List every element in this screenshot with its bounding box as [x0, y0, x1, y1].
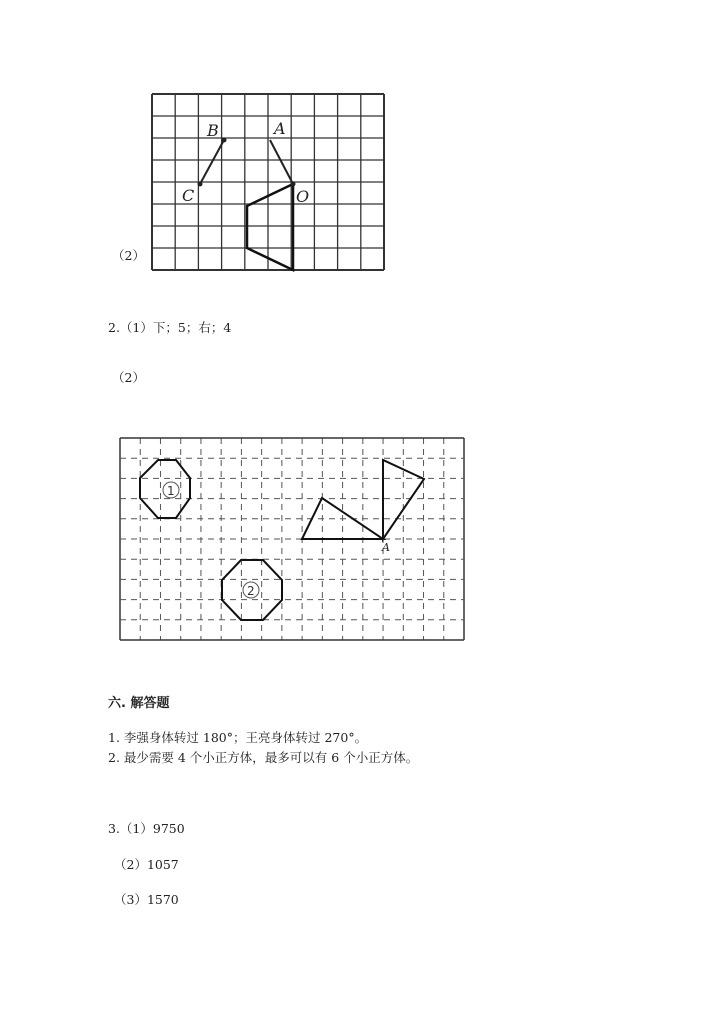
octagon-1: [140, 460, 190, 518]
label-o: O: [296, 187, 310, 206]
solid-grid: [152, 94, 384, 270]
answer-item-3-line2: （2）1057: [114, 857, 179, 872]
label-c: C: [182, 186, 195, 205]
octagon-1-number: 1: [167, 484, 175, 498]
label-a: A: [274, 119, 286, 138]
q2-answer-line: 2.（1）下；5；右；4: [108, 320, 232, 335]
answer-item-3-line3: （3）1570: [114, 892, 179, 907]
segment-a-o: [270, 140, 293, 184]
translation-grid-figure: [120, 438, 466, 642]
sub-question-label: （2）: [112, 248, 145, 263]
point-o: [291, 182, 296, 187]
label-b: B: [207, 121, 219, 140]
label-a: A: [382, 541, 390, 554]
octagon-2-number: 2: [247, 584, 255, 598]
q2-sub-label: （2）: [112, 370, 145, 385]
point-c: [198, 182, 203, 187]
point-b: [222, 138, 227, 143]
segment-b-c: [200, 140, 224, 184]
section-title: 六. 解答题: [108, 696, 170, 711]
dashed-grid: [120, 438, 464, 640]
answer-item-1: 1. 李强身体转过 180°；王亮身体转过 270°。: [108, 730, 368, 745]
rotation-grid-figure: [152, 94, 392, 274]
answer-item-3-line1: 3.（1）9750: [108, 821, 185, 836]
rotated-shape: [247, 184, 293, 270]
answer-item-2: 2. 最少需要 4 个小正方体，最多可以有 6 个小正方体。: [108, 750, 419, 765]
